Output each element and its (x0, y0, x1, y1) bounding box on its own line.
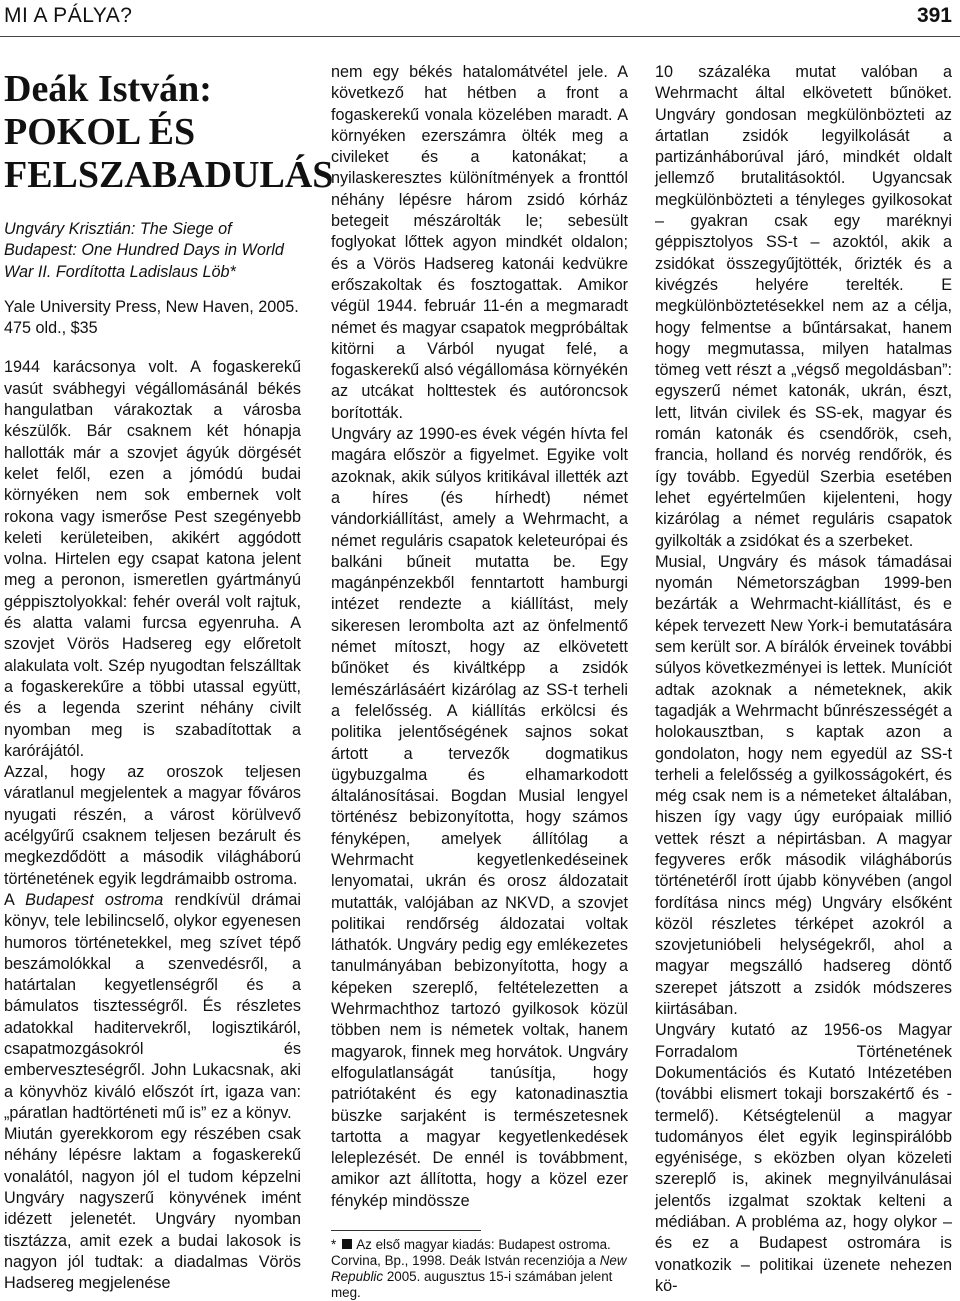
paragraph: nem egy békés hatalomátvétel jele. A következő hat hétben a front a fogaskerekű vonala közelében maradt. A környéken ezerszámra ölték meg a civileket és a katonákat; a nyilaskeresztes különítmények a fronttól néhány lépésre három zsidó kórház betegeit mészárolták le; sebesült foglyokat lőttek agyon mindkét oldalon; és a Vörös Hadsereg katonái kedvükre erőszakoltak és fosztogattak. Amikor végül 1944. február 11-én a megmaradt német és magyar csapatok megpróbáltak kitörni a Várból nyugat felé, a fogaskerekű alsó végállomása környékén az utcákat holttestek és autóroncsok borították. (331, 63, 628, 422)
footnote-marker: * (331, 1237, 337, 1253)
paragraph: 1944 karácsonya volt. A fogaskerekű vasút svábhegyi végállomásánál békés hangulatban várakoztak a városba készülők. Bár csaknem két hónapja hallották már a szovjet ágyúk dörgését kelet felől, ezen a jómódú budai környéken nem sok embernek volt rokona vagy ismerőse Pest szegényebb keleti kerületeiben, akikért aggódott volna. Hirtelen egy csapat katona jelent meg a peronon, ismeretlen gyártmányú géppisztolyokkal: fehér overál volt rajtuk, és alatta valami furcsa egyenruha. A szovjet Vörös Hadsereg egy előretolt alakulata volt. Szép nyugodtan felszálltak a fogaskerekűre a többi utassal együtt, és a legenda szerint néhány civilt nyomban meg is szabadítottak a karórájától. (4, 358, 301, 760)
text-run: A (4, 890, 26, 909)
footnote (331, 1237, 628, 1301)
column-2 (331, 62, 628, 1301)
paragraph (4, 890, 301, 1124)
text-run: Az első magyar kiadás: Budapest ostroma. Corvina, Bp., 1998. Deák István recenziója a (331, 1237, 611, 1269)
text-run: 2005. augusztus 15-i számában jelent meg. (331, 1269, 613, 1301)
paragraph: Musial, Ungváry és mások támadásai nyomán Németországban 1999-ben bezárták a Wehrmacht-kiállítást, és e képek tervezett New York-i bemutatására sem került sor. A bírálók érveinek további súlyos következményei is lettek. Muníciót adtak azoknak a németeknek, akik tagadják a Wehrmacht bűnrészességét a holokausztban, s kaptak azon a gondolaton, hogy nem egyedül az SS-t terheli a felelősség a gyilkosságokért, és még csak nem is a németeket általában, hiszen így vagy úgy európaiak millió vettek részt a népirtásban. A magyar fegyveres erők második világháborús történetéről írott újabb könyvében (angol fordítása nincs még) Ungváry elsőként közöl részletes térképet azokról a szovjetunióbeli helységekről, ahol a magyar megszálló hadsereg döntő szerepet játszott a zsidók módszeres kiirtásában. (655, 552, 952, 1019)
publisher-info: Yale University Press, New Haven, 2005. 475 old., $35 (4, 297, 299, 338)
paragraph: 10 százaléka mutat valóban a Wehrmacht által elkövetett bűnöket. Ungváry gondosan megkülönbözteti az ártatlan zsidók legyilkolását a partizánháborúval járó, mindkét oldalt jellemző brutalitásoktól. Ugyancsak megkülönbözteti a tényleges gyilkosokat – gyakran csak egy maréknyi géppisztolyos SS-t – azoktól, akik a zsidókat összegyűjtötték, őrizték és a kivégzés helyére terelték. E megkülönböztetésekkel nem az a célja, hogy felmentse a bűntársakat, hanem hogy megmutassa, milyen hatalmas tömeg vett részt a „végső megoldásban”: egyszerű német katonák, ukrán, észt, lett, litván civilek és SS-ek, magyar és román katonák és csendőrök, cseh, francia, holland és norvég rendőrök, és így tovább. Egyedül Szerbia esetében lehet egyértelműen kijelenteni, hogy kizárólag a német reguláris csapatok gyilkolták a zsidókat és a szerbeket. (655, 63, 952, 550)
paragraph: Ungváry az 1990-es évek végén hívta fel magára először a figyelmet. Egyike volt azoknak, akik súlyos kritikával illették azt a híres (és hírhedt) német vándorkiállítást, amely a Wehrmacht, a német reguláris csapatok keleteurópai és balkáni bűneit mutatta be. Egy magánpénzekből fenntartott hamburgi intézet rendezte a kiállítást, mely sikeresen lerombolta azt az önfelmentő német mítoszt, hogy az elkövetett bűnöket és kiváltképp a zsidók lemészárlásáért kizárólag az SS-t terheli a felelősség. A kiállítás erkölcsi és politika jelentőségének sajnos sokat ártott a tervezők dogmatikus ügybuzgalma és elhamarkodott általánosításai. Bogdan Musial lengyel történész bebizonyította, hogy számos fényképen, amelyek állítólag a Wehrmacht kegyetlenkedéseinek lenyomatai, ukrán és orosz áldozatait mutatták, valójában az NKVD, a szovjet politikai rendőrség áldozatai voltak láthatók. Ungváry pedig egy emlékezetes tanulmányában bebizonyította, hogy a képeken szereplő, feltételezetten a Wehrmachthoz tartozó gyilkosok közül többen nem is németek voltak, hanem magyarok, finnek meg horvátok. Ungváry elfogulatlanságát tanúsítja, hogy patriótaként és egy katonadinasztia büszke sarjaként is természetesnek tartotta a magyar kegyetlenkedések leleplezését. De ennél is továbbment, amikor azt állította, hogy a közel ezer fénykép mindössze (331, 425, 628, 1210)
column-3 (655, 62, 952, 1297)
section-title: MI A PÁLYA? (4, 4, 133, 27)
paragraph: Miután gyerekkorom egy részében csak néhány lépésre laktam a fogaskerekű vonalától, nagyon jól el tudom képzelni Ungváry nagyszerű könyvének imént idézett jelenetét. Ungváry nyomban tisztázza, amit ezek a budai lakosok is nagyon jól tudtak: a diadalmas Vörös Hadsereg megjelenése (4, 1125, 301, 1293)
article-title-line-1: Deák István: (4, 68, 212, 110)
journal-title-italic: New Republic (331, 1253, 627, 1285)
article-title-line-2: POKOL ÉS (4, 111, 196, 153)
book-title-italic: Budapest ostroma (25, 890, 164, 909)
square-bullet-icon (342, 1239, 352, 1249)
paragraph: Azzal, hogy az oroszok teljesen váratlanul megjelentek a magyar főváros nyugati részén, a várost körülvevő acélgyűrű csaknem teljesen bezárult és megkezdődött a második világháború történetének egyik legdrámaibb ostroma. (4, 763, 301, 888)
text-run: rendkívül drámai könyv, tele lebilincselő, olykor egyenesen humoros történetekkel, meg szívet tépő beszámolókkal a szenvedésről, a határtalan kegyetlenségről és a bámulatos tisztességről. És részletes adatokkal haditervekről, logisztikáról, csapatmozgásokról és emberveszteségről. John Lukacsnak, aki a könyvhöz kiváló előszót írt, igaza van: „páratlan hadtörténeti mű is” ez a könyv. (4, 890, 301, 1122)
reviewed-book: Ungváry Krisztián: The Siege of Budapest: One Hundred Days in World War II. Fordította Ladislaus Löb* (4, 220, 284, 281)
article-title (4, 68, 334, 197)
column-1 (4, 62, 334, 1295)
page-number: 391 (916, 4, 952, 27)
article-title-line-3: FELSZABADULÁS (4, 154, 334, 196)
footnote-divider (331, 1230, 481, 1231)
paragraph: Ungváry kutató az 1956-os Magyar Forradalom Történetének Dokumentációs és Kutató Intézetében (további elismert tokaji borszakértő és -termelő). Kétségtelenül a magyar tudományos élet egyik leginspirálóbb egyénisége, s eközben olyan közeleti szereplő is, akinek megnyilvánulásai jelentős izgalmat szoktak kelteni a médiában. A probléma az, hogy olykor – és ez a Budapest ostromára is vonatkozik – politikai üzenete nehezen kö- (655, 1021, 952, 1295)
page-header (0, 0, 960, 37)
